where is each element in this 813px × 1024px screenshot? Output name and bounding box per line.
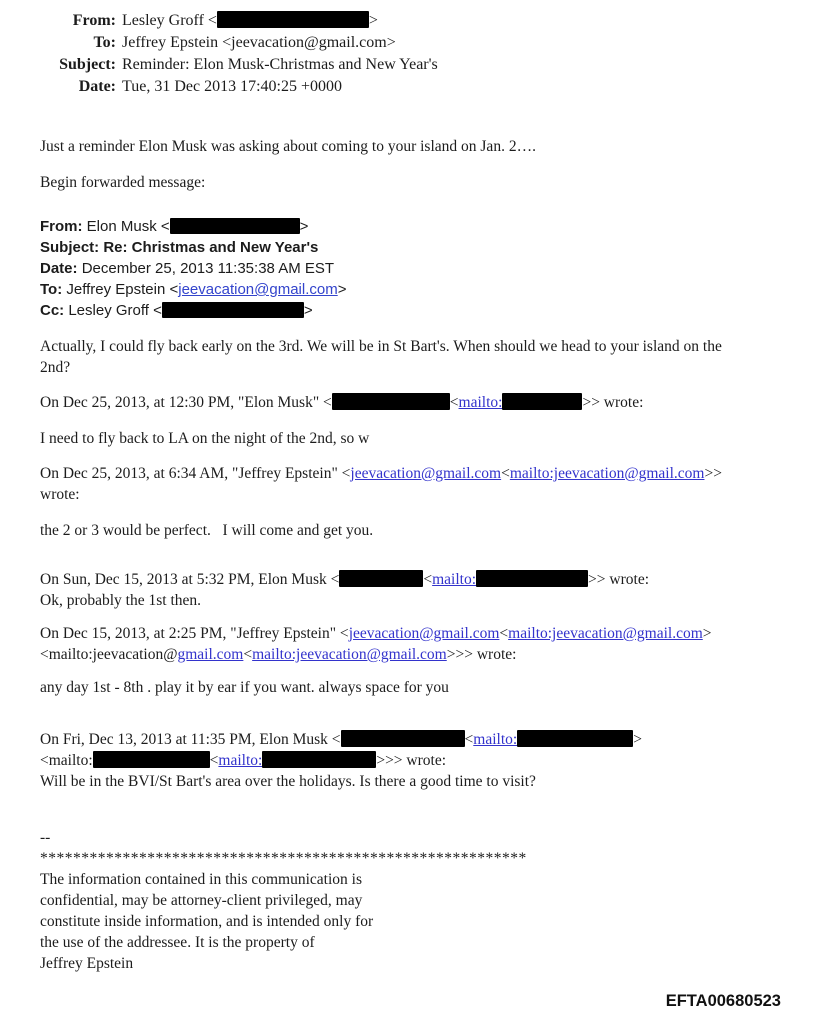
bracket: < xyxy=(464,731,474,748)
reminder-text: Just a reminder Elon Musk was asking about coming to your island on Jan. 2…. xyxy=(40,138,536,155)
redaction-bar xyxy=(170,218,300,234)
bracket: < xyxy=(423,571,433,588)
mailto-link[interactable]: mailto:jeevacation@gmail.com xyxy=(252,646,447,663)
fwd-from-name: Elon Musk < xyxy=(86,218,170,235)
quote-attribution xyxy=(40,623,783,665)
attribution-text: On Dec 25, 2013, at 12:30 PM, "Elon Musk" < xyxy=(40,394,332,411)
attribution-text: >>> wrote: xyxy=(376,752,447,769)
quote-attribution xyxy=(40,463,783,505)
bracket: < xyxy=(501,465,510,482)
asterisk-divider: *********************************************************** xyxy=(40,850,527,867)
reply-message: the 2 or 3 would be perfect. I will come and get you. xyxy=(40,522,374,539)
reply-message: any day 1st - 8th . play it by ear if you want. always space for you xyxy=(40,679,449,696)
attribution-text: >> wrote: xyxy=(588,571,650,588)
redaction-bar xyxy=(517,730,633,747)
email-link[interactable]: jeevacation@gmail.com xyxy=(350,465,502,482)
reply-line: 2nd? xyxy=(40,359,71,376)
fwd-from-line xyxy=(40,217,783,238)
fwd-cc-name: Lesley Groff < xyxy=(68,302,162,319)
reply-line: Actually, I could fly back early on the 3rd. We will be in St Bart's. When should we head to your island on the xyxy=(40,338,722,355)
attribution-line xyxy=(40,463,783,484)
fwd-to-line xyxy=(40,280,783,301)
disclaimer-line: Jeffrey Epstein xyxy=(40,955,134,972)
mailto-link[interactable]: mailto: xyxy=(432,571,477,588)
attribution-text: On Dec 15, 2013, at 2:25 PM, "Jeffrey Epstein" < xyxy=(40,625,349,642)
attribution-line xyxy=(40,729,783,750)
email-header xyxy=(40,10,783,98)
attribution-line xyxy=(40,750,783,771)
redaction-bar xyxy=(93,751,210,768)
attribution-text: On Sun, Dec 15, 2013 at 5:32 PM, Elon Musk < xyxy=(40,571,340,588)
attribution-text: On Dec 25, 2013, at 6:34 AM, "Jeffrey Epstein" < xyxy=(40,465,351,482)
forwarded-header xyxy=(40,217,783,322)
email-link[interactable]: jeevacation@gmail.com xyxy=(178,281,338,298)
email-link[interactable]: jeevacation@gmail.com xyxy=(348,625,500,642)
attribution-text: On Fri, Dec 13, 2013 at 11:35 PM, Elon Musk < xyxy=(40,731,341,748)
header-to-row xyxy=(40,32,783,54)
mailto-link[interactable]: mailto:jeevacation@gmail.com xyxy=(508,625,703,642)
mailto-link[interactable]: mailto: xyxy=(473,731,518,748)
fwd-subject-label: Subject: xyxy=(40,239,104,256)
disclaimer-line: constitute inside information, and is intended only for xyxy=(40,913,374,930)
header-from-row xyxy=(40,10,783,32)
redaction-bar xyxy=(339,570,423,587)
begin-forwarded-text: Begin forwarded message: xyxy=(40,174,206,191)
date-label: Date: xyxy=(78,78,116,95)
redaction-bar xyxy=(162,302,304,318)
attribution-line xyxy=(40,569,783,590)
fwd-cc-close: > xyxy=(303,302,313,319)
fwd-to-close: > xyxy=(337,281,347,298)
fwd-from-close: > xyxy=(299,218,309,235)
redaction-bar xyxy=(262,751,376,768)
attribution-text: >> xyxy=(704,465,722,482)
reply-message: I need to fly back to LA on the night of the 2nd, so w xyxy=(40,430,370,447)
subject-value: Reminder: Elon Musk-Christmas and New Year's xyxy=(122,56,438,73)
bracket: < xyxy=(209,752,219,769)
from-close-bracket: > xyxy=(368,12,378,29)
signature-dashes: -- xyxy=(40,829,51,846)
reply-message xyxy=(40,336,783,378)
bracket: > xyxy=(633,731,642,748)
fwd-date-line xyxy=(40,259,783,280)
from-value xyxy=(122,10,378,32)
disclaimer-line: The information contained in this communication is xyxy=(40,871,362,888)
fwd-date-label: Date: xyxy=(40,260,82,277)
signature-block xyxy=(40,828,783,975)
email-link[interactable]: gmail.com xyxy=(177,646,244,663)
reply-line: Will be in the BVI/St Bart's area over the holidays. Is there a good time to visit? xyxy=(40,773,536,790)
from-name: Lesley Groff < xyxy=(122,12,217,29)
redaction-bar xyxy=(341,730,465,747)
attribution-text: >> wrote: xyxy=(582,394,644,411)
from-label: From: xyxy=(72,12,116,29)
bracket: < xyxy=(449,394,459,411)
attribution-text: >>> wrote: xyxy=(446,646,517,663)
bates-number: EFTA00680523 xyxy=(665,992,781,1010)
quote-attribution xyxy=(40,729,783,792)
fwd-subject-line xyxy=(40,238,783,259)
bracket: < xyxy=(243,646,253,663)
attribution-line xyxy=(40,623,783,644)
quote-attribution xyxy=(40,392,783,413)
mailto-link[interactable]: mailto: xyxy=(458,394,503,411)
redaction-bar xyxy=(476,570,588,587)
to-label: To: xyxy=(93,34,116,51)
reply-line: Ok, probably the 1st then. xyxy=(40,592,202,609)
attribution-text: <mailto:jeevacation@ xyxy=(40,646,178,663)
attribution-text: <mailto: xyxy=(40,752,93,769)
attribution-line: wrote: xyxy=(40,486,80,503)
fwd-cc-label: Cc: xyxy=(40,302,69,319)
redaction-bar xyxy=(217,11,369,28)
fwd-from-label: From: xyxy=(40,218,87,235)
fwd-cc-line xyxy=(40,301,783,322)
fwd-date-value: December 25, 2013 11:35:38 AM EST xyxy=(81,260,335,277)
header-subject-row xyxy=(40,54,783,76)
header-date-row xyxy=(40,76,783,98)
fwd-to-label: To: xyxy=(40,281,67,298)
attribution-line xyxy=(40,644,783,665)
attribution-text: > xyxy=(702,625,712,642)
date-value: Tue, 31 Dec 2013 17:40:25 +0000 xyxy=(122,78,342,95)
bracket: < xyxy=(499,625,509,642)
fwd-subject-value: Re: Christmas and New Year's xyxy=(103,239,319,256)
disclaimer-line: the use of the addressee. It is the property of xyxy=(40,934,315,951)
fwd-to-name: Jeffrey Epstein < xyxy=(66,281,179,298)
redaction-bar xyxy=(502,393,582,410)
to-value: Jeffrey Epstein <jeevacation@gmail.com> xyxy=(122,34,396,51)
disclaimer-line: confidential, may be attorney-client privileged, may xyxy=(40,892,363,909)
subject-label: Subject: xyxy=(59,56,116,73)
quote-attribution xyxy=(40,569,783,611)
redaction-bar xyxy=(332,393,450,410)
mailto-link[interactable]: mailto: xyxy=(218,752,263,769)
attribution-line xyxy=(40,392,783,413)
mailto-link[interactable]: mailto:jeevacation@gmail.com xyxy=(509,465,705,482)
